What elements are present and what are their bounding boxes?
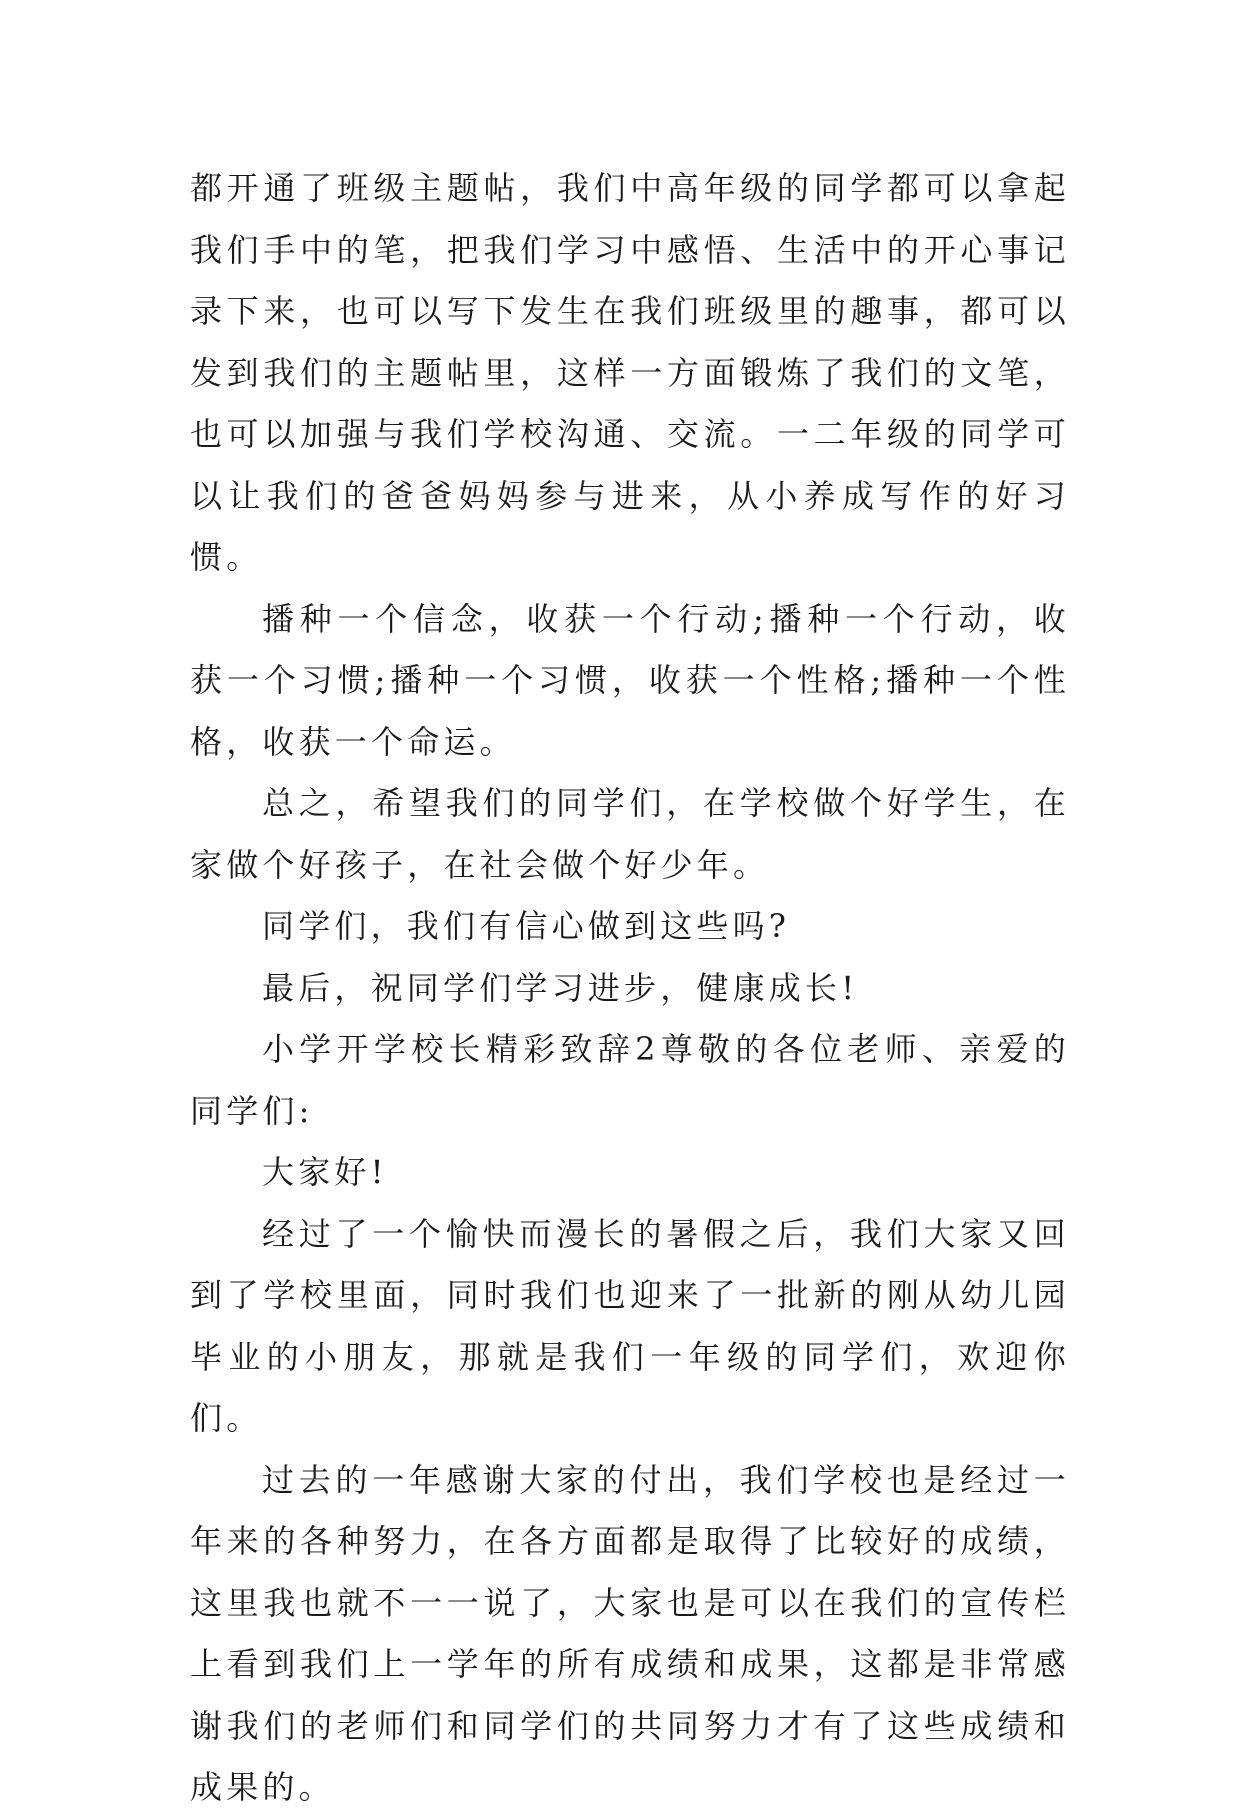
paragraph-2: 播种一个信念，收获一个行动;播种一个行动，收获一个习惯;播种一个习惯，收获一个性格;播种一个性格，收获一个命运。 xyxy=(190,599,1070,761)
paragraph-5: 最后，祝同学们学习进步，健康成长! xyxy=(262,968,859,1007)
document-body xyxy=(190,158,1070,1819)
paragraph-8: 经过了一个愉快而漫长的暑假之后，我们大家又回到了学校里面，同时我们也迎来了一批新的刚从幼儿园毕业的小朋友，那就是我们一年级的同学们，欢迎你们。 xyxy=(190,1214,1070,1437)
paragraph-4: 同学们，我们有信心做到这些吗? xyxy=(262,907,791,945)
paragraph-7: 大家好! xyxy=(262,1153,388,1191)
paragraph-6: 小学开学校长精彩致辞2尊敬的各位老师、亲爱的同学们: xyxy=(190,1030,1070,1130)
paragraph-3: 总之，希望我们的同学们，在学校做个好学生，在家做个好孩子，在社会做个好少年。 xyxy=(190,784,1070,884)
paragraph-1: 都开通了班级主题帖，我们中高年级的同学都可以拿起我们手中的笔，把我们学习中感悟、生活中的开心事记录下来，也可以写下发生在我们班级里的趣事，都可以发到我们的主题帖里，这样一方面锻炼了我们的文笔，也可以加强与我们学校沟通、交流。一二年级的同学可以让我们的爸爸妈妈参与进来，从小养成写作的好习惯。 xyxy=(190,169,1070,576)
paragraph-9: 过去的一年感谢大家的付出，我们学校也是经过一年来的各种努力，在各方面都是取得了比较好的成绩，这里我也就不一一说了，大家也是可以在我们的宣传栏上看到我们上一学年的所有成绩和成果，这都是非常感谢我们的老师们和同学们的共同努力才有了这些成绩和成果的。 xyxy=(190,1460,1070,1806)
